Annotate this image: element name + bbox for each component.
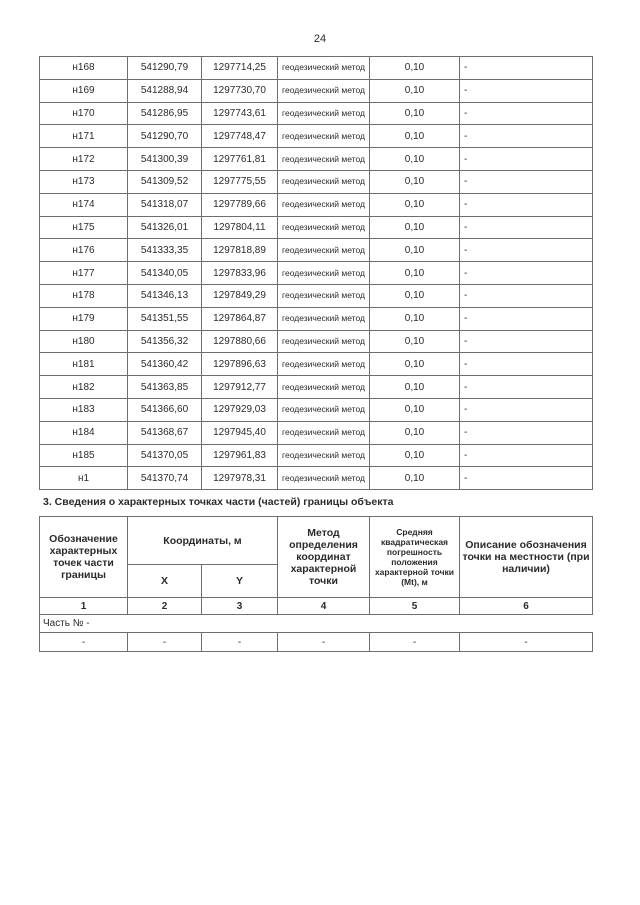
point-name-cell: н169: [40, 79, 128, 102]
empty-cell: -: [128, 633, 202, 652]
table-row: [40, 444, 593, 467]
header-y: Y: [202, 565, 278, 598]
part-boundary-points-table: [39, 516, 593, 652]
x-coordinate-cell: 541309,52: [128, 170, 202, 193]
page-number: 24: [313, 33, 327, 45]
description-cell: -: [460, 398, 593, 421]
description-cell: -: [460, 125, 593, 148]
description-cell: -: [460, 353, 593, 376]
y-coordinate-cell: 1297978,31: [202, 467, 278, 490]
x-coordinate-cell: 541286,95: [128, 102, 202, 125]
table-row: [40, 284, 593, 307]
y-coordinate-cell: 1297818,89: [202, 239, 278, 262]
column-number-5: 5: [370, 598, 460, 615]
point-name-cell: н184: [40, 421, 128, 444]
accuracy-cell: 0,10: [370, 216, 460, 239]
x-coordinate-cell: 541368,67: [128, 421, 202, 444]
method-cell: геодезический метод: [278, 307, 370, 330]
method-cell: геодезический метод: [278, 79, 370, 102]
description-cell: -: [460, 216, 593, 239]
point-name-cell: н183: [40, 398, 128, 421]
x-coordinate-cell: 541290,70: [128, 125, 202, 148]
y-coordinate-cell: 1297775,55: [202, 170, 278, 193]
y-coordinate-cell: 1297730,70: [202, 79, 278, 102]
table-row: [40, 125, 593, 148]
description-cell: -: [460, 467, 593, 490]
table-row: [40, 262, 593, 285]
description-cell: -: [460, 376, 593, 399]
table-row: [40, 57, 593, 80]
point-name-cell: н171: [40, 125, 128, 148]
method-cell: геодезический метод: [278, 239, 370, 262]
method-cell: геодезический метод: [278, 444, 370, 467]
point-name-cell: н174: [40, 193, 128, 216]
point-name-cell: н181: [40, 353, 128, 376]
table-row: [40, 102, 593, 125]
accuracy-cell: 0,10: [370, 57, 460, 80]
column-number-2: 2: [128, 598, 202, 615]
x-coordinate-cell: 541351,55: [128, 307, 202, 330]
y-coordinate-cell: 1297864,87: [202, 307, 278, 330]
x-coordinate-cell: 541363,85: [128, 376, 202, 399]
description-cell: -: [460, 57, 593, 80]
table-row: [40, 239, 593, 262]
description-cell: -: [460, 330, 593, 353]
empty-cell: -: [370, 633, 460, 652]
point-name-cell: н178: [40, 284, 128, 307]
header-designation: Обозначение характерных точек части границы: [40, 517, 128, 598]
accuracy-cell: 0,10: [370, 376, 460, 399]
point-name-cell: н1: [40, 467, 128, 490]
table-row: [40, 79, 593, 102]
method-cell: геодезический метод: [278, 193, 370, 216]
y-coordinate-cell: 1297761,81: [202, 148, 278, 171]
method-cell: геодезический метод: [278, 421, 370, 444]
y-coordinate-cell: 1297804,11: [202, 216, 278, 239]
empty-cell: -: [202, 633, 278, 652]
header-description: Описание обозначения точки на местности (при наличии): [460, 517, 593, 598]
table-row: [40, 467, 593, 490]
part-label: Часть № -: [40, 615, 593, 633]
description-cell: -: [460, 148, 593, 171]
x-coordinate-cell: 541326,01: [128, 216, 202, 239]
x-coordinate-cell: 541288,94: [128, 79, 202, 102]
y-coordinate-cell: 1297880,66: [202, 330, 278, 353]
description-cell: -: [460, 170, 593, 193]
description-cell: -: [460, 239, 593, 262]
method-cell: геодезический метод: [278, 262, 370, 285]
point-name-cell: н173: [40, 170, 128, 193]
x-coordinate-cell: 541333,35: [128, 239, 202, 262]
y-coordinate-cell: 1297833,96: [202, 262, 278, 285]
point-name-cell: н182: [40, 376, 128, 399]
point-name-cell: н170: [40, 102, 128, 125]
y-coordinate-cell: 1297789,66: [202, 193, 278, 216]
header-coordinates: Координаты, м: [128, 517, 278, 565]
method-cell: геодезический метод: [278, 284, 370, 307]
method-cell: геодезический метод: [278, 125, 370, 148]
table-row: [40, 170, 593, 193]
x-coordinate-cell: 541318,07: [128, 193, 202, 216]
method-cell: геодезический метод: [278, 330, 370, 353]
column-number-4: 4: [278, 598, 370, 615]
x-coordinate-cell: 541366,60: [128, 398, 202, 421]
header-x: X: [128, 565, 202, 598]
x-coordinate-cell: 541290,79: [128, 57, 202, 80]
coordinates-table: [39, 56, 593, 490]
method-cell: геодезический метод: [278, 353, 370, 376]
table-row: [40, 353, 593, 376]
accuracy-cell: 0,10: [370, 444, 460, 467]
method-cell: геодезический метод: [278, 102, 370, 125]
method-cell: геодезический метод: [278, 57, 370, 80]
table-row: [40, 148, 593, 171]
x-coordinate-cell: 541370,74: [128, 467, 202, 490]
y-coordinate-cell: 1297896,63: [202, 353, 278, 376]
description-cell: -: [460, 421, 593, 444]
point-name-cell: н176: [40, 239, 128, 262]
accuracy-cell: 0,10: [370, 193, 460, 216]
description-cell: -: [460, 193, 593, 216]
column-number-1: 1: [40, 598, 128, 615]
header-accuracy: Средняя квадратическая погрешность положения характерной точки (Mt), м: [370, 517, 460, 598]
method-cell: геодезический метод: [278, 170, 370, 193]
table-row: [40, 330, 593, 353]
y-coordinate-cell: 1297748,47: [202, 125, 278, 148]
point-name-cell: н172: [40, 148, 128, 171]
point-name-cell: н179: [40, 307, 128, 330]
table-row: [40, 421, 593, 444]
y-coordinate-cell: 1297945,40: [202, 421, 278, 444]
table-row: [40, 376, 593, 399]
x-coordinate-cell: 541340,05: [128, 262, 202, 285]
header-method: Метод определения координат характерной точки: [278, 517, 370, 598]
table-row: [40, 307, 593, 330]
accuracy-cell: 0,10: [370, 421, 460, 444]
accuracy-cell: 0,10: [370, 284, 460, 307]
description-cell: -: [460, 284, 593, 307]
accuracy-cell: 0,10: [370, 239, 460, 262]
accuracy-cell: 0,10: [370, 148, 460, 171]
table-row: [40, 398, 593, 421]
accuracy-cell: 0,10: [370, 262, 460, 285]
point-name-cell: н168: [40, 57, 128, 80]
section-3-title: 3. Сведения о характерных точках части (частей) границы объекта: [43, 496, 394, 508]
accuracy-cell: 0,10: [370, 307, 460, 330]
y-coordinate-cell: 1297714,25: [202, 57, 278, 80]
y-coordinate-cell: 1297929,03: [202, 398, 278, 421]
point-name-cell: н175: [40, 216, 128, 239]
accuracy-cell: 0,10: [370, 79, 460, 102]
empty-cell: -: [460, 633, 593, 652]
method-cell: геодезический метод: [278, 148, 370, 171]
description-cell: -: [460, 444, 593, 467]
x-coordinate-cell: 541346,13: [128, 284, 202, 307]
column-number-6: 6: [460, 598, 593, 615]
description-cell: -: [460, 79, 593, 102]
accuracy-cell: 0,10: [370, 398, 460, 421]
empty-cell: -: [40, 633, 128, 652]
method-cell: геодезический метод: [278, 398, 370, 421]
empty-cell: -: [278, 633, 370, 652]
accuracy-cell: 0,10: [370, 353, 460, 376]
accuracy-cell: 0,10: [370, 467, 460, 490]
y-coordinate-cell: 1297743,61: [202, 102, 278, 125]
description-cell: -: [460, 307, 593, 330]
table-row: [40, 216, 593, 239]
y-coordinate-cell: 1297849,29: [202, 284, 278, 307]
description-cell: -: [460, 102, 593, 125]
method-cell: геодезический метод: [278, 216, 370, 239]
y-coordinate-cell: 1297912,77: [202, 376, 278, 399]
accuracy-cell: 0,10: [370, 125, 460, 148]
accuracy-cell: 0,10: [370, 170, 460, 193]
accuracy-cell: 0,10: [370, 330, 460, 353]
description-cell: -: [460, 262, 593, 285]
column-number-3: 3: [202, 598, 278, 615]
point-name-cell: н185: [40, 444, 128, 467]
x-coordinate-cell: 541370,05: [128, 444, 202, 467]
accuracy-cell: 0,10: [370, 102, 460, 125]
method-cell: геодезический метод: [278, 467, 370, 490]
x-coordinate-cell: 541360,42: [128, 353, 202, 376]
x-coordinate-cell: 541300,39: [128, 148, 202, 171]
method-cell: геодезический метод: [278, 376, 370, 399]
x-coordinate-cell: 541356,32: [128, 330, 202, 353]
table-row: [40, 193, 593, 216]
point-name-cell: н180: [40, 330, 128, 353]
point-name-cell: н177: [40, 262, 128, 285]
y-coordinate-cell: 1297961,83: [202, 444, 278, 467]
